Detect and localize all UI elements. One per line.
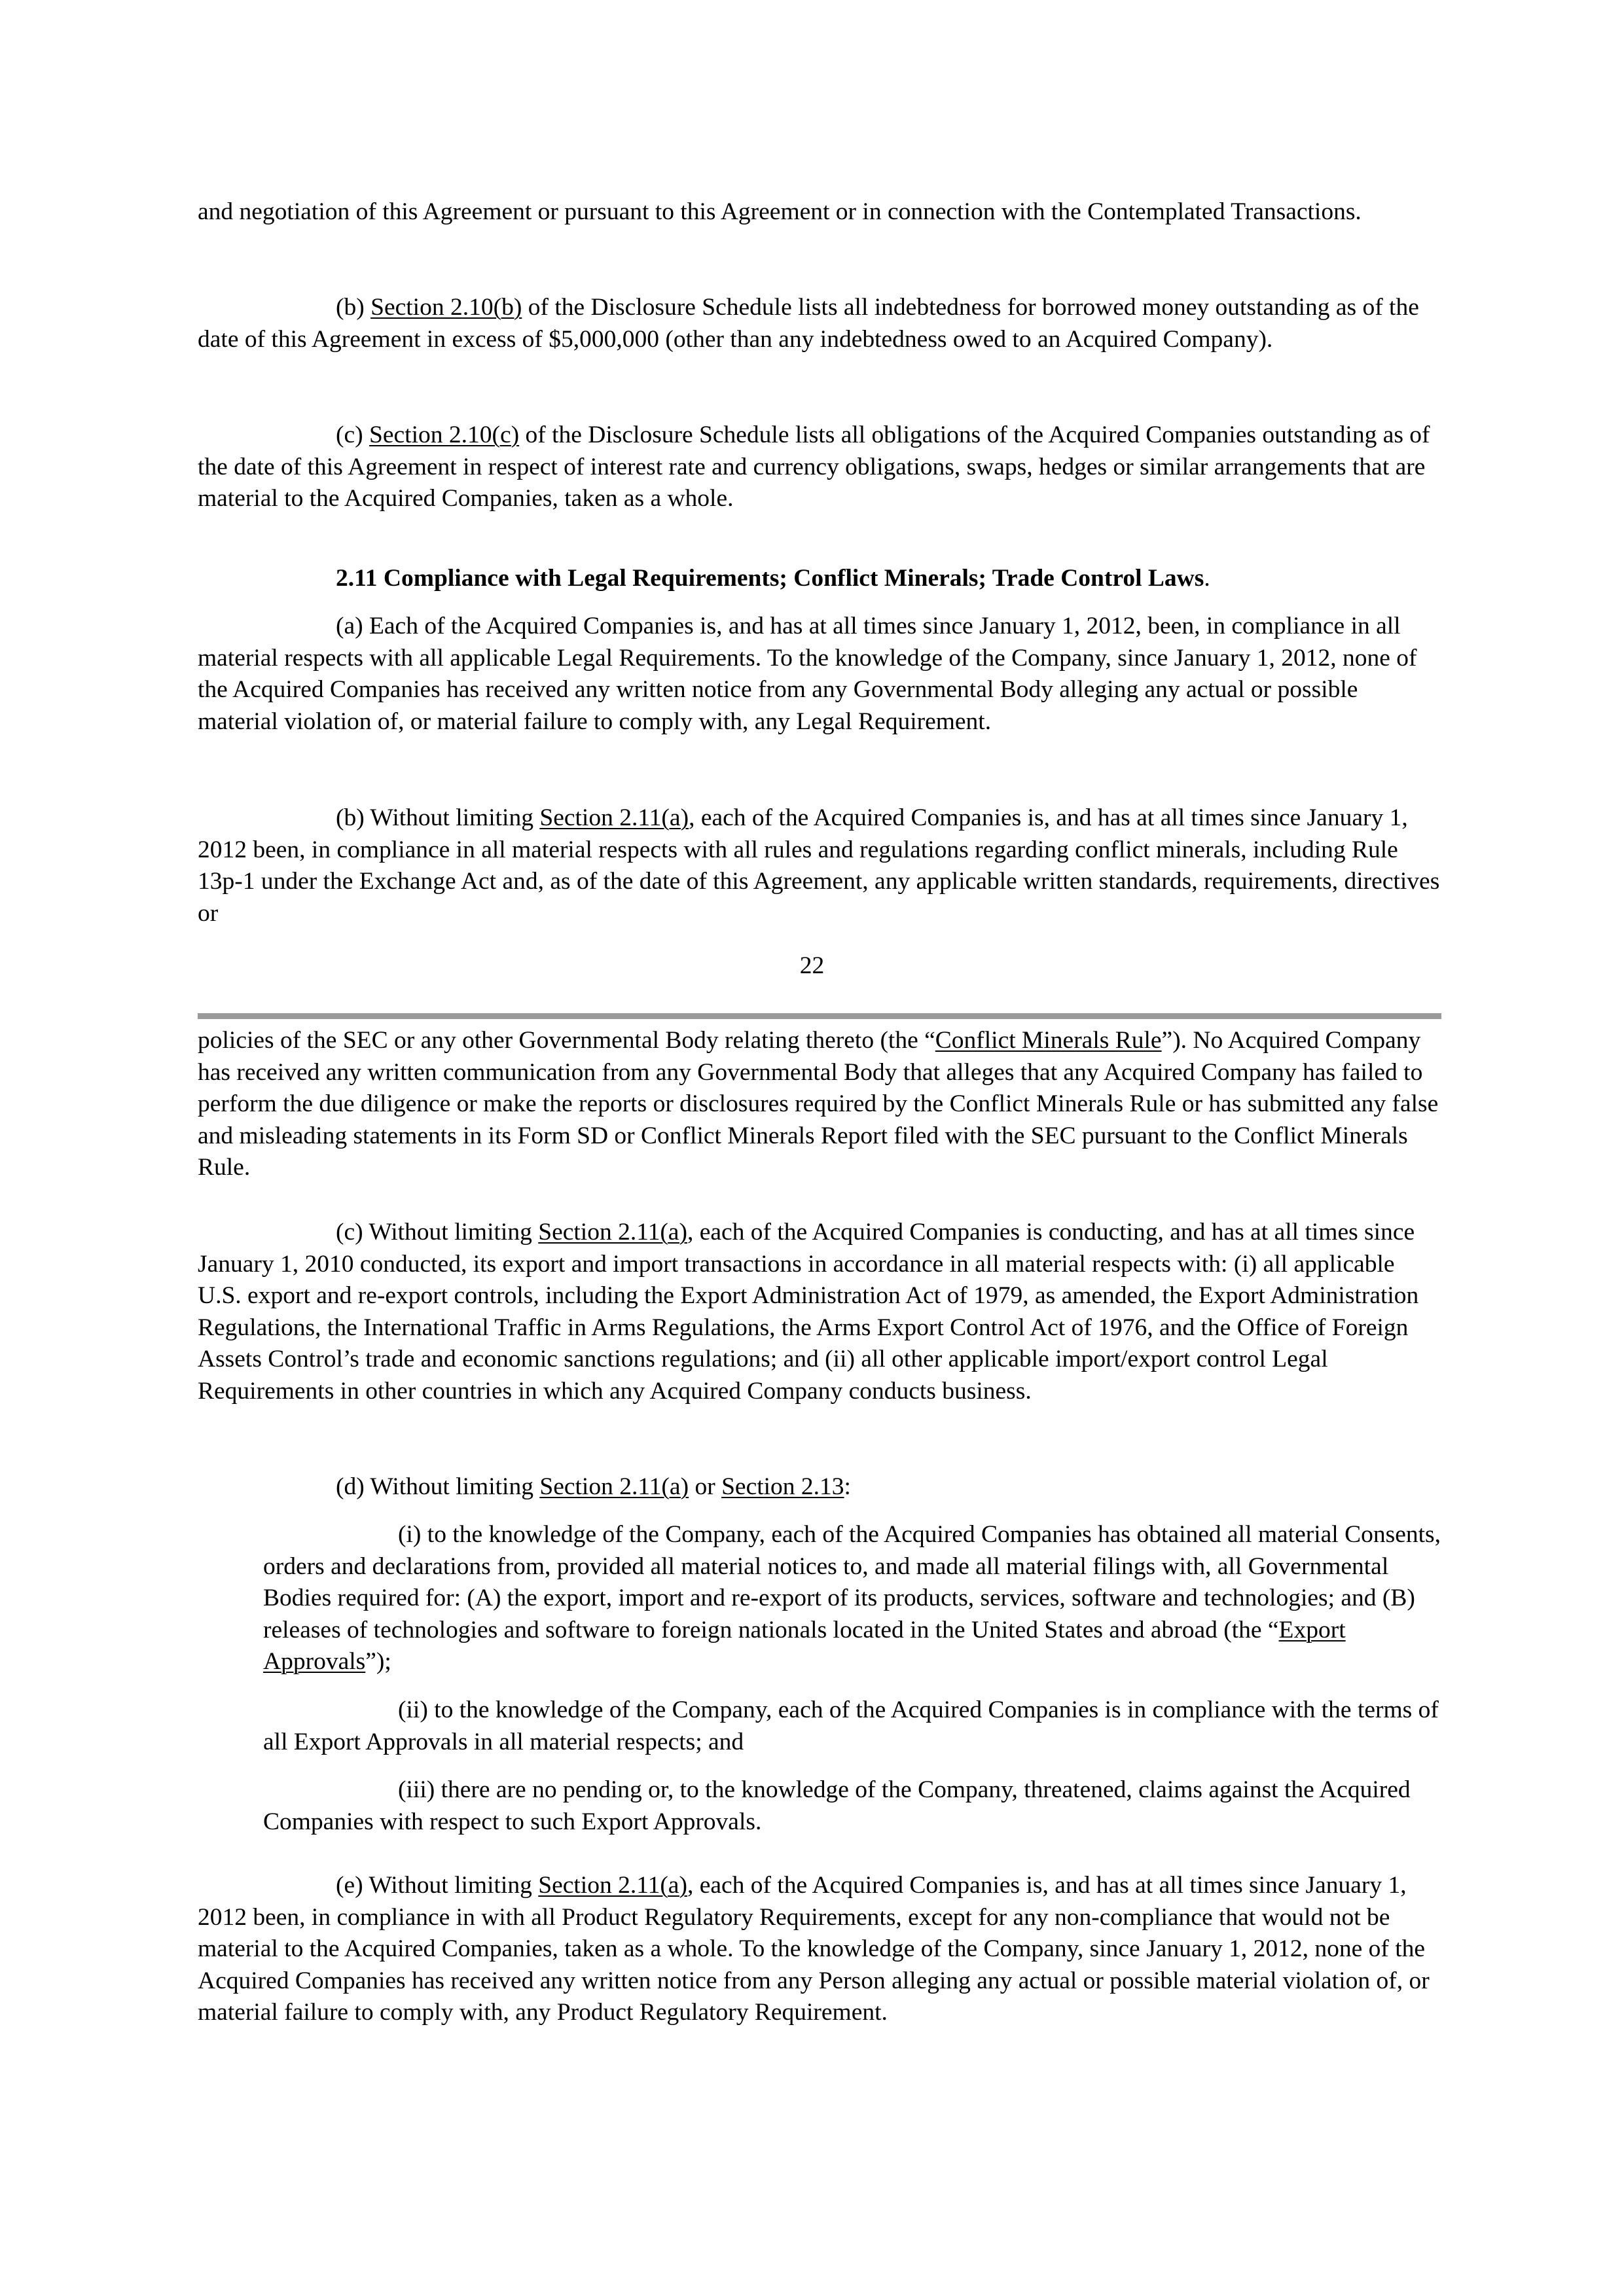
- paragraph-2-11-d: [198, 1471, 1441, 1503]
- paragraph-lead: policies of the SEC or any other Governmental Body relating thereto (the “: [198, 1027, 935, 1054]
- paragraph-2-10-c: [198, 420, 1441, 515]
- paragraph-text: of the Disclosure Schedule lists all indebtedness for borrowed money outstanding as of the date of this Agreement in excess of $5,000,000 (other than any indebtedness owed to an Acquired Company).: [198, 294, 1419, 353]
- paragraph-text: of the Disclosure Schedule lists all obligations of the Acquired Companies outstanding as of the date of this Agreement in respect of interest rate and currency obligations, swaps, hedges or similar arrangements that are material to the Acquired Companies, taken as a whole.: [198, 422, 1430, 512]
- paragraph-lead: (d) Without limiting: [336, 1473, 540, 1500]
- section-heading-period: .: [1204, 565, 1210, 592]
- paragraph-2-11-e: [198, 1870, 1441, 2029]
- paragraph-lead: (b) Without limiting: [336, 804, 540, 831]
- subparagraph-d-i: [263, 1519, 1441, 1678]
- paragraph-connector: or: [689, 1473, 722, 1500]
- paragraph-text: (iii) there are no pending or, to the knowledge of the Company, threatened, claims against the Acquired Companies with respect to such Export Approvals.: [263, 1776, 1411, 1835]
- section-heading-text: 2.11 Compliance with Legal Requirements; Conflict Minerals; Trade Control Laws: [336, 565, 1204, 592]
- paragraph-lead: (b): [336, 294, 371, 321]
- subparagraph-d-iii: [263, 1774, 1441, 1838]
- paragraph-text: (ii) to the knowledge of the Company, each of the Acquired Companies is in compliance with the terms of all Export Approvals in all material respects; and: [263, 1696, 1439, 1755]
- section-reference: Section 2.10(b): [370, 294, 522, 321]
- paragraph-text: and negotiation of this Agreement or pursuant to this Agreement or in connection with the Contemplated Transactions.: [198, 198, 1362, 225]
- paragraph-text: :: [844, 1473, 851, 1500]
- defined-term-conflict-minerals-rule: Conflict Minerals Rule: [935, 1027, 1162, 1054]
- paragraph-2-11-b: [198, 802, 1441, 929]
- paragraph-lead: (c) Without limiting: [336, 1219, 539, 1246]
- paragraph-text: (a) Each of the Acquired Companies is, and has at all times since January 1, 2012, been, in compliance in all material respects with all applicable Legal Requirements. To the knowledge of the Company, since January 1, 2012, none of the Acquired Companies has received any written notice from any Governmental Body alleging any actual or possible material violation of, or material failure to comply with, any Legal Requirement.: [198, 613, 1417, 735]
- paragraph-text: , each of the Acquired Companies is conducting, and has at all times since January 1, 2010 conducted, its export and import transactions in accordance in all material respects with: (i) all applicable U.S. export and re-export controls, including the Export Administration Act of 1979, as amended, the Export Administration Regulations, the International Traffic in Arms Regulations, the Arms Export Control Act of 1976, and the Office of Foreign Assets Control’s trade and economic sanctions regulations; and (ii) all other applicable import/export control Legal Requirements in other countries in which any Acquired Company conducts business.: [198, 1219, 1419, 1405]
- section-heading-2-11: [336, 563, 1210, 595]
- paragraph-2-11-a: [198, 611, 1441, 738]
- paragraph-lead: (i) to the knowledge of the Company, each of the Acquired Companies has obtained all material Consents, orders and declarations from, provided all material notices to, and made all material filings with, all Governmental Bodies required for: (A) the export, import and re-export of its products, services, software and technologies; and (B) releases of technologies and software to foreign nationals located in the United States and abroad (the “: [263, 1521, 1441, 1643]
- paragraph-text: , each of the Acquired Companies is, and has at all times since January 1, 2012 been, in compliance in all material respects with all rules and regulations regarding conflict minerals, including Rule 13p-1 under the Exchange Act and, as of the date of this Agreement, any applicable written standards, requirements, directives or: [198, 804, 1440, 927]
- section-reference: Section 2.11(a): [538, 1872, 687, 1899]
- section-reference: Section 2.11(a): [539, 804, 689, 831]
- paragraph-intro-continuation: [198, 196, 1441, 228]
- paragraph-lead: (e) Without limiting: [336, 1872, 539, 1899]
- paragraph-2-11-c: [198, 1217, 1441, 1407]
- paragraph-text: , each of the Acquired Companies is, and has at all times since January 1, 2012 been, in compliance in with all Product Regulatory Requirements, except for any non-compliance that would not be material to the Acquired Companies, taken as a whole. To the knowledge of the Company, since January 1, 2012, none of the Acquired Companies has received any written notice from any Person alleging any actual or possible material violation of, or material failure to comply with, any Product Regulatory Requirement.: [198, 1872, 1430, 2026]
- subparagraph-d-ii: [263, 1695, 1441, 1758]
- paragraph-2-11-b-continuation: [198, 1025, 1441, 1184]
- paragraph-text: ”);: [365, 1648, 391, 1675]
- page-break-divider: [198, 1013, 1441, 1019]
- section-reference: Section 2.13: [721, 1473, 844, 1500]
- section-reference: Section 2.11(a): [539, 1473, 689, 1500]
- section-reference: Section 2.11(a): [538, 1219, 687, 1246]
- paragraph-lead: (c): [336, 422, 369, 448]
- defined-term-export-approvals: Export Approvals: [263, 1616, 1346, 1675]
- page-number: 22: [799, 952, 825, 979]
- paragraph-2-10-b: [198, 292, 1441, 355]
- paragraph-text: ”). No Acquired Company has received any written communication from any Governmental Body that alleges that any Acquired Company has failed to perform the due diligence or make the reports or disclosures required by the Conflict Minerals Rule or has submitted any false and misleading statements in its Form SD or Conflict Minerals Report filed with the SEC pursuant to the Conflict Minerals Rule.: [198, 1027, 1439, 1181]
- section-reference: Section 2.10(c): [369, 422, 520, 448]
